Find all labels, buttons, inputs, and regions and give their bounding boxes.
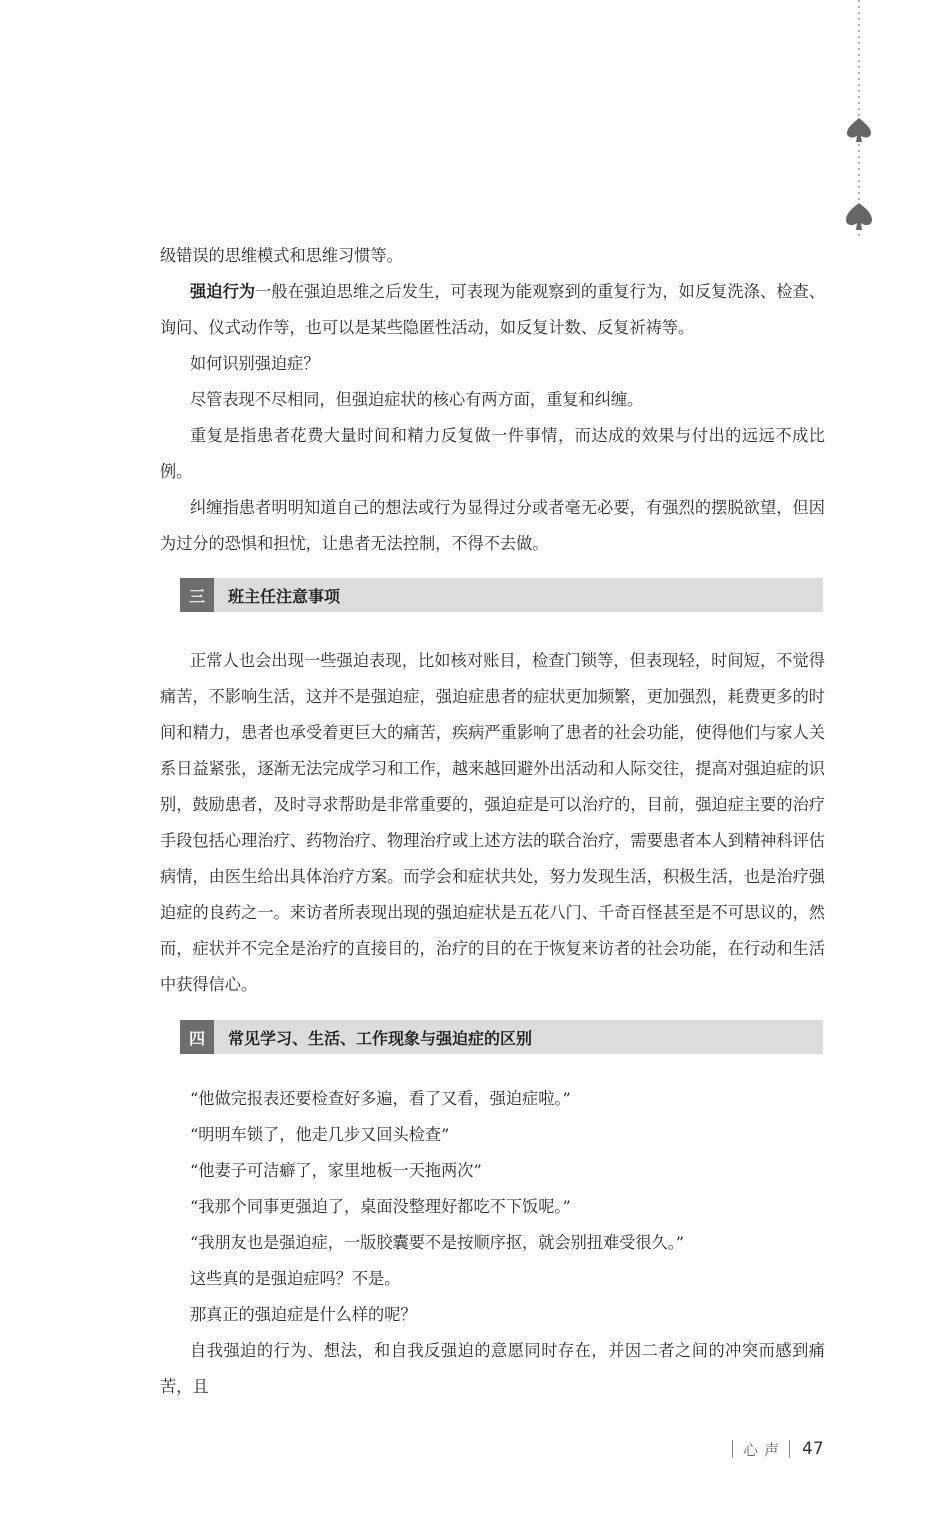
- paragraph: 尽管表现不尽相同，但强迫症状的核心有两方面，重复和纠缠。: [190, 390, 644, 409]
- paragraph: 自我强迫的行为、想法，和自我反强迫的意愿同时存在，并因二者之间的冲突而感到痛苦，且: [160, 1341, 825, 1396]
- quote-line: “他做完报表还要检查好多遍，看了又看，强迫症啦。”: [190, 1089, 571, 1108]
- divider: [789, 1440, 790, 1458]
- paragraph: 重复是指患者花费大量时间和精力反复做一件事情，而达成的效果与付出的远远不成比例。: [160, 426, 825, 481]
- paragraph: 强迫行为一般在强迫思维之后发生，可表现为能观察到的重复行为，如反复洗涤、检查、询问、仪式动作等，也可以是某些隐匿性活动，如反复计数、反复祈祷等。: [160, 282, 825, 337]
- body-text-bottom: [160, 1081, 825, 1405]
- paragraph: 那真正的强迫症是什么样的呢？: [190, 1305, 417, 1324]
- quote-line: “我朋友也是强迫症，一版胶囊要不是按顺序抠，就会别扭难受很久。”: [190, 1233, 685, 1252]
- paragraph: 这些真的是强迫症吗？不是。: [190, 1269, 401, 1288]
- page-number: 47: [802, 1439, 824, 1459]
- section-number: 四: [180, 1020, 214, 1054]
- section-header-4: [180, 1020, 823, 1054]
- paragraph: 纠缠指患者明明知道自己的想法或行为显得过分或者毫无必要，有强烈的摆脱欲望，但因为过分的恐惧和担忧，让患者无法控制，不得不去做。: [160, 498, 825, 553]
- quote-line: “我那个同事更强迫了，桌面没整理好都吃不下饭呢。”: [190, 1197, 571, 1216]
- footer-label: 心声: [743, 1440, 786, 1459]
- spade-icon: [846, 203, 872, 230]
- body-text-middle: [160, 643, 825, 1003]
- section-title: 常见学习、生活、工作现象与强迫症的区别: [228, 1028, 533, 1048]
- divider: [732, 1440, 733, 1458]
- paragraph: 级错误的思维模式和思维习惯等。: [160, 246, 403, 265]
- paragraph: 如何识别强迫症？: [190, 354, 320, 373]
- quote-line: “明明车锁了，他走几步又回头检查”: [190, 1125, 450, 1144]
- paragraph: 正常人也会出现一些强迫表现，比如核对账目，检查门锁等，但表现轻，时间短，不觉得痛苦，不影响生活，这并不是强迫症，强迫症患者的症状更加频繁，更加强烈，耗费更多的时间和精力，患者也承受着更巨大的痛苦，疾病严重影响了患者的社会功能，使得他们与家人关系日益紧张，逐渐无法完成学习和工作，越来越回避外出活动和人际交往，提高对强迫症的识别，鼓励患者，及时寻求帮助是非常重要的，强迫症是可以治疗的，目前，强迫症主要的治疗手段包括心理治疗、药物治疗、物理治疗或上述方法的联合治疗，需要患者本人到精神科评估病情，由医生给出具体治疗方案。而学会和症状共处，努力发现生活，积极生活，也是治疗强迫症的良药之一。来访者所表现出现的强迫症状是五花八门、千奇百怪甚至是不可思议的，然而，症状并不完全是治疗的直接目的，治疗的目的在于恢复来访者的社会功能，在行动和生活中获得信心。: [160, 651, 825, 994]
- heart-decoration: [836, 0, 876, 240]
- page-footer: [732, 1436, 824, 1462]
- section-number: 三: [180, 578, 214, 612]
- section-title: 班主任注意事项: [228, 586, 341, 606]
- spade-icon: [847, 118, 871, 142]
- section-header-3: [180, 578, 823, 612]
- quote-line: “他妻子可洁癖了，家里地板一天拖两次”: [190, 1161, 482, 1180]
- body-text-top: [160, 238, 825, 562]
